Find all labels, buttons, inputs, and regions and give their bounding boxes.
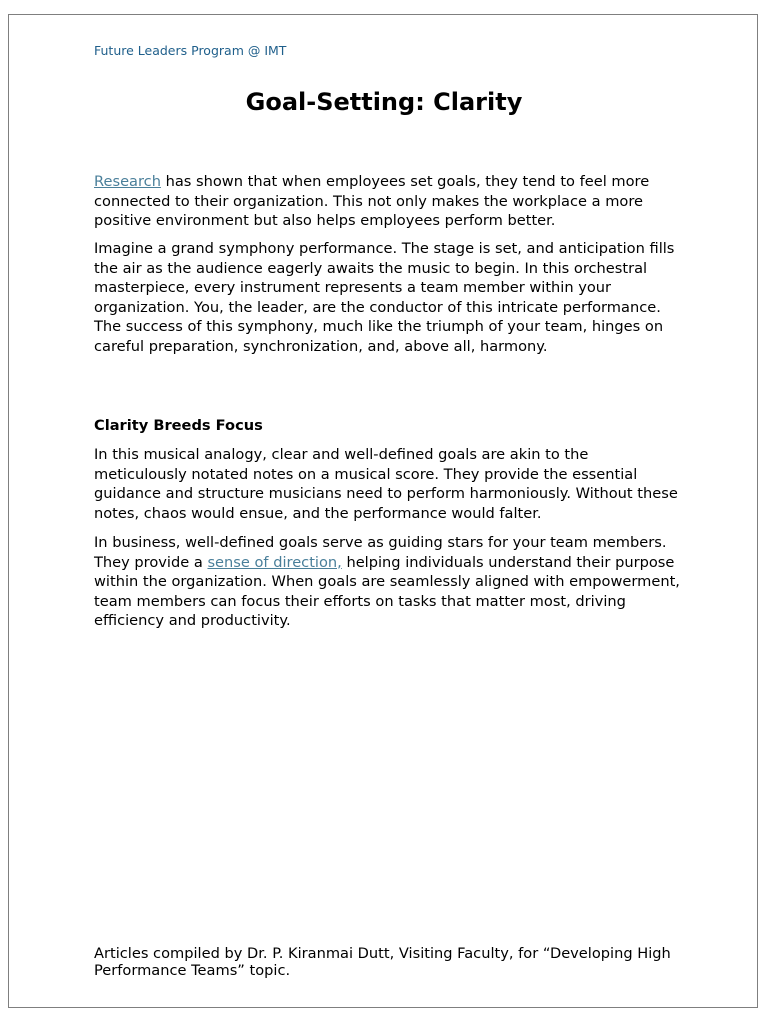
section-heading: Clarity Breeds Focus (94, 417, 263, 434)
document-page (8, 14, 758, 1008)
paragraph-business-before: In business, well-defined goals serve as guiding stars for your team members. They provide a (94, 534, 667, 571)
paragraph-symphony: Imagine a grand symphony performance. The stage is set, and anticipation fills the air as the audience eagerly awaits the music to begin. In this orchestral masterpiece, every instrument represents a team member within your organization. You, the leader, are the conductor of this intricate performance. The success of this symphony, much like the triumph of your team, hinges on careful preparation, synchronization, and, above all, harmony. (94, 240, 675, 355)
paragraph-business-after: helping individuals understand their purpose within the organization. When goals are seamlessly aligned with empowerment, team members can focus their efforts on tasks that matter most, driving efficiency and productivity. (94, 553, 680, 630)
research-link[interactable]: Research (94, 173, 161, 190)
paragraph-analogy: In this musical analogy, clear and well-defined goals are akin to the meticulously notated notes on a musical score. They provide the essential guidance and structure musicians need to perform harmoniously. Without these notes, chaos would ensue, and the performance would falter. (94, 446, 678, 522)
paragraph-research (94, 172, 684, 231)
paragraph-research-text: has shown that when employees set goals, they tend to feel more connected to their organization. This not only makes the workplace a more positive environment but also helps employees perform better. (94, 173, 650, 230)
sense-of-direction-link[interactable]: sense of direction, (207, 553, 342, 571)
program-header: Future Leaders Program @ IMT (94, 43, 287, 58)
paragraph-business (94, 533, 684, 631)
page-title: Goal-Setting: Clarity (245, 88, 523, 116)
footer-credit: Articles compiled by Dr. P. Kiranmai Dutt, Visiting Faculty, for “Developing High Performance Teams” topic. (94, 945, 671, 979)
